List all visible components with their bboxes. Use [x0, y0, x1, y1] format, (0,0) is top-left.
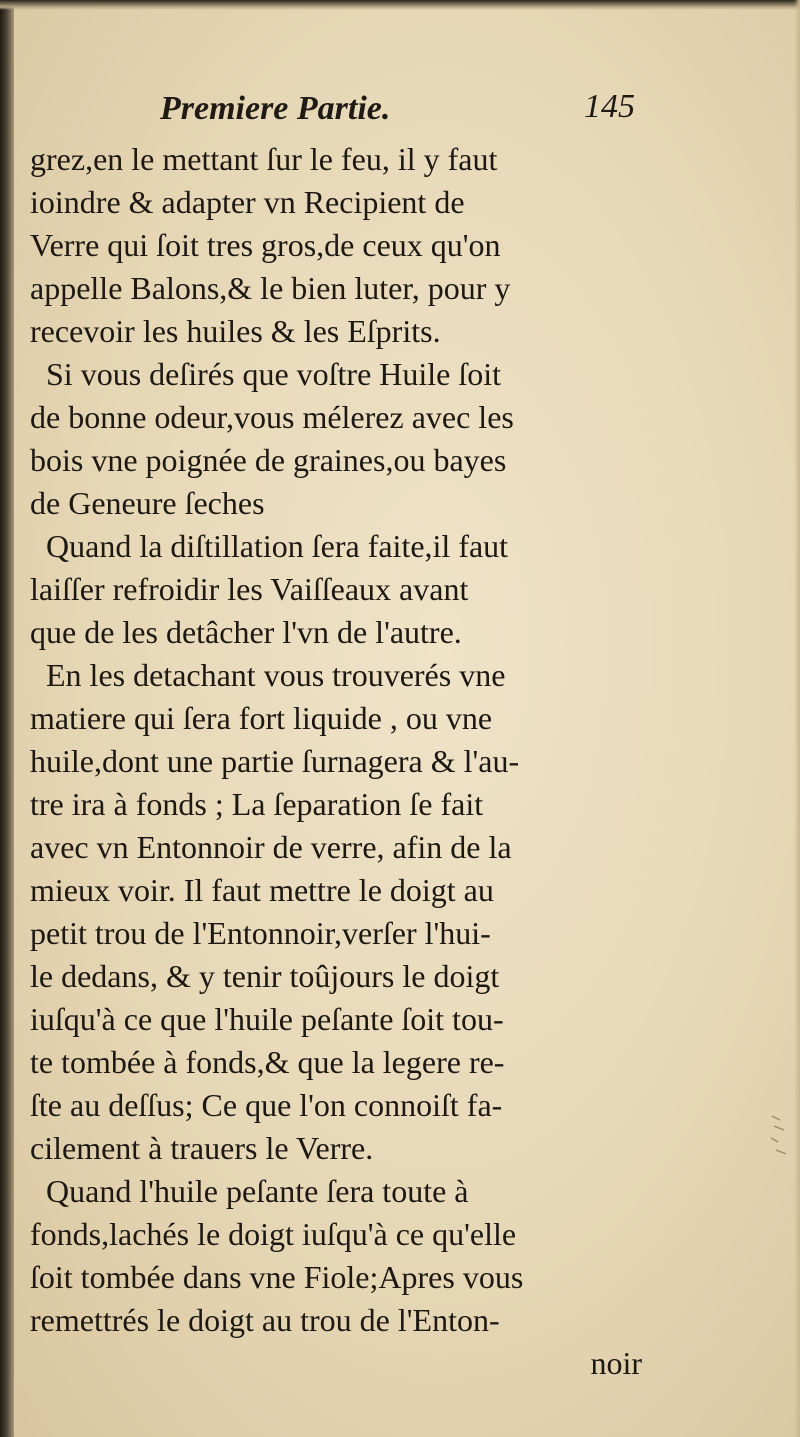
text-line: ſte au deſſus; Ce que l'on connoiſt fa-	[30, 1087, 503, 1123]
text-line: remettrés le doigt au trou de l'Enton-	[30, 1302, 500, 1338]
text-line: Verre qui ſoit tres gros,de ceux qu'on	[30, 227, 501, 263]
text-line: fonds,lachés le doigt iuſqu'à ce qu'elle	[30, 1216, 517, 1252]
page-number: 145	[584, 88, 635, 125]
page-right-edge	[794, 0, 800, 1437]
ink-speck-icon	[768, 1112, 792, 1172]
text-line: bois vne poignée de graines,ou bayes	[30, 442, 507, 478]
text-line: Si vous deſirés que voſtre Huile ſoit	[46, 356, 502, 392]
text-line: Quand la diſtillation ſera faite,il faut	[46, 528, 509, 564]
text-line: laiſſer refroidir les Vaiſſeaux avant	[30, 571, 469, 607]
text-line: huile,dont une partie ſurnagera & l'au-	[30, 743, 520, 779]
text-line: recevoir les huiles & les Eſprits.	[30, 313, 441, 349]
text-line: tre ira à fonds ; La ſeparation ſe fait	[30, 786, 484, 822]
page-gutter-shadow	[0, 0, 14, 1437]
text-line: ioindre & adapter vn Recipient de	[30, 184, 465, 220]
text-line: ſoit tombée dans vne Fiole;Apres vous	[30, 1259, 524, 1295]
text-line: te tombée à fonds,& que la legere re-	[30, 1044, 505, 1080]
text-line: cilement à trauers le Verre.	[30, 1130, 374, 1166]
body-text	[30, 138, 650, 1385]
text-line: matiere qui ſera fort liquide , ou vne	[30, 700, 493, 736]
text-line: avec vn Entonnoir de verre, afin de la	[30, 829, 512, 865]
text-line: de bonne odeur,vous mélerez avec les	[30, 399, 514, 435]
text-line: que de les detâcher l'vn de l'autre.	[30, 614, 462, 650]
text-line: appelle Balons,& le bien luter, pour y	[30, 270, 511, 306]
page-top-edge	[0, 0, 800, 10]
bleed-through-mark	[768, 1112, 792, 1172]
text-line: iuſqu'à ce que l'huile peſante ſoit tou-	[30, 1001, 504, 1037]
text-line: grez,en le mettant ſur le feu, il y faut	[30, 141, 498, 177]
text-line: le dedans, & y tenir toûjours le doigt	[30, 958, 500, 994]
text-line: petit trou de l'Entonnoir,verſer l'hui-	[30, 915, 491, 951]
catchword: noir	[590, 1345, 642, 1381]
text-line: mieux voir. Il faut mettre le doigt au	[30, 872, 494, 908]
page-header	[60, 86, 660, 136]
running-title: Premiere Partie.	[160, 90, 391, 127]
text-line: En les detachant vous trouverés vne	[46, 657, 506, 693]
text-line: Quand l'huile peſante ſera toute à	[46, 1173, 469, 1209]
text-line: de Geneure ſeches	[30, 485, 265, 521]
